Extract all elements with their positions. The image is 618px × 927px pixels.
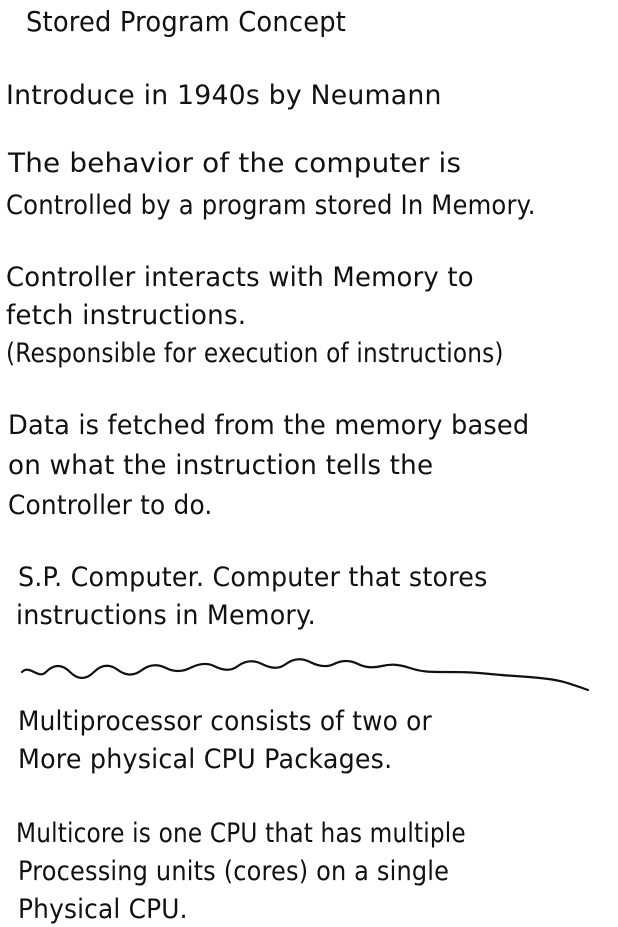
paragraph-4-line-2: instructions in Memory. [16,600,316,631]
intro-line: Introduce in 1940s by Neumann [6,80,442,111]
paragraph-5-line-2: More physical CPU Packages. [18,744,393,775]
note-title: Stored Program Concept [26,5,347,38]
wavy-divider [20,650,590,700]
paragraph-6-line-1: Multicore is one CPU that has multiple [16,818,466,849]
paragraph-3-line-3: Controller to do. [8,490,213,521]
paragraph-1-line-2: Controlled by a program stored In Memory. [6,190,536,221]
paragraph-2-line-3: (Responsible for execution of instructions) [6,338,504,369]
paragraph-2-line-1: Controller interacts with Memory to [6,262,474,293]
paragraph-6-line-3: Physical CPU. [18,894,188,925]
paragraph-3-line-2: on what the instruction tells the [8,450,434,481]
paragraph-1-line-1: The behavior of the computer is [8,148,462,179]
paragraph-6-line-2: Processing units (cores) on a single [18,856,450,887]
paragraph-2-line-2: fetch instructions. [6,300,247,331]
paragraph-4-line-1: S.P. Computer. Computer that stores [18,562,488,593]
paragraph-3-line-1: Data is fetched from the memory based [8,410,530,441]
paragraph-5-line-1: Multiprocessor consists of two or [18,706,432,737]
